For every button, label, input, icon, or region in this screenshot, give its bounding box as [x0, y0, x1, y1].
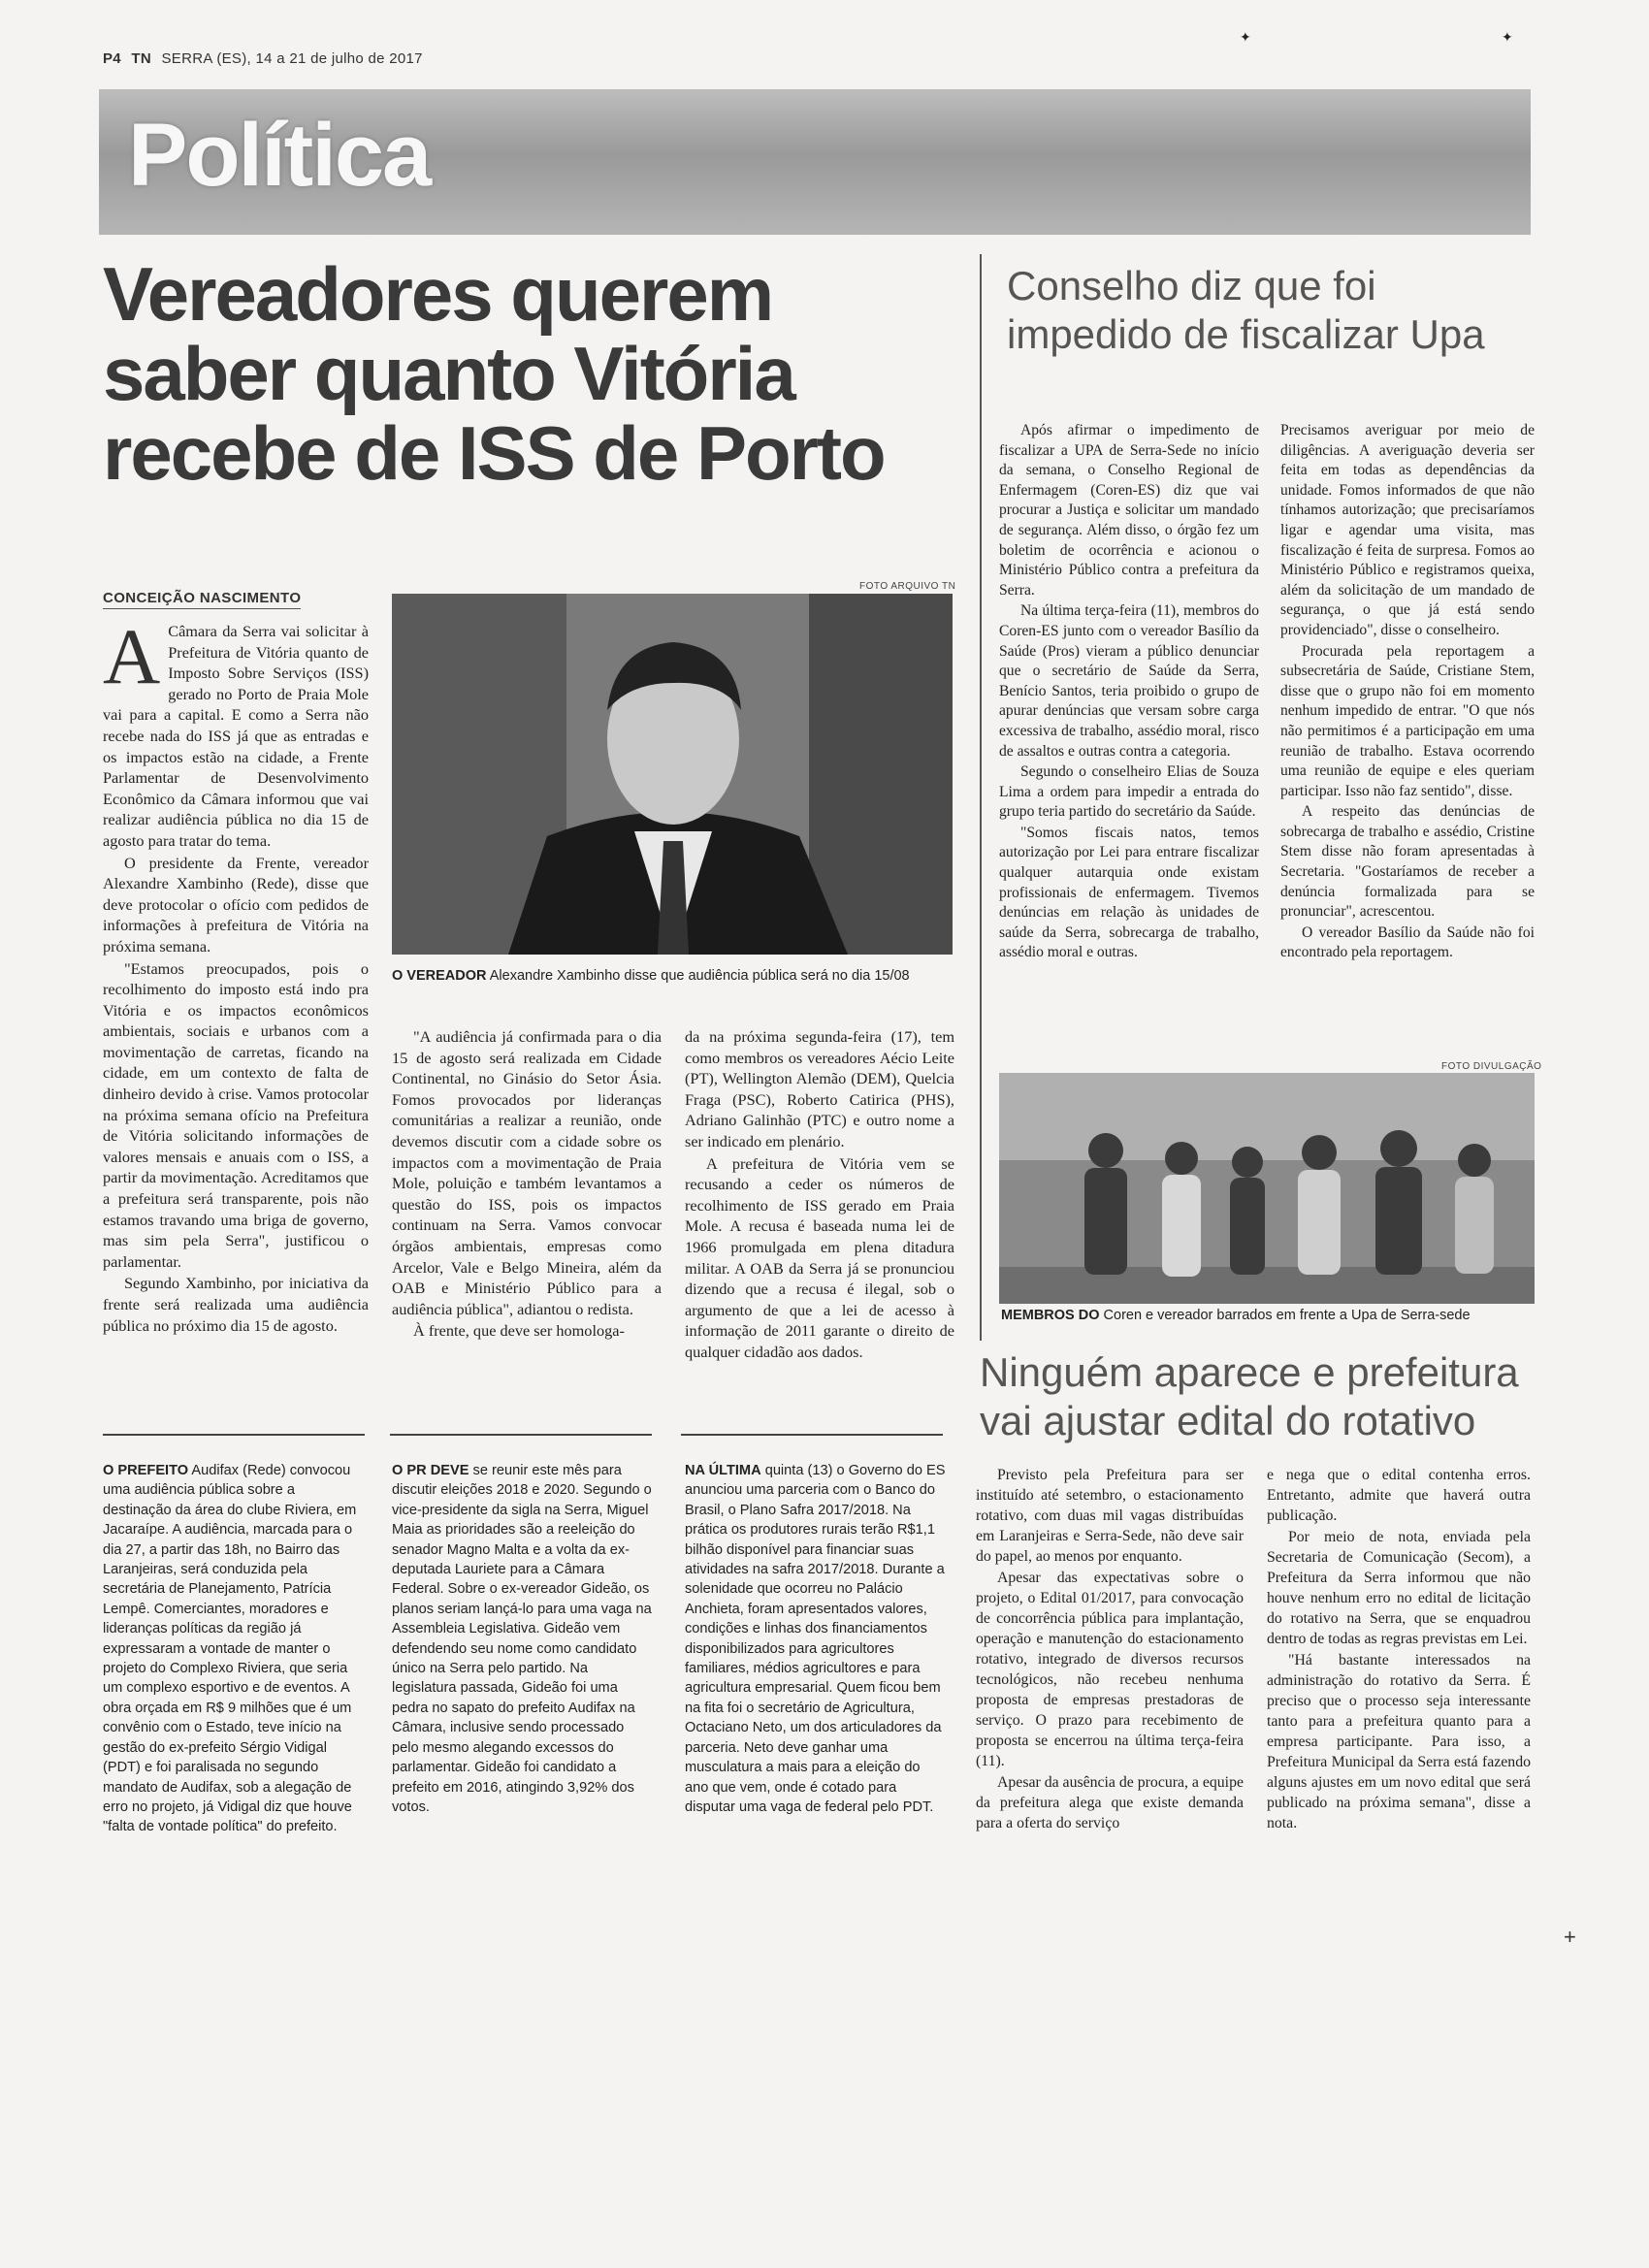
paragraph: Segundo Xambinho, por iniciativa da frente será realizada uma audiência pública no próximo dia 15 de agosto.: [103, 1274, 369, 1335]
portrait-illustration: [392, 594, 953, 955]
paragraph: A respeito das denúncias de sobrecarga de trabalho e assédio, Cristine Stem disse não foram apresentadas à Secretaria. "Gostaríamos de receber a denúncia formalizada para se pronunciar", acrescentou.: [1280, 803, 1535, 921]
paragraph: Após afirmar o impedimento de fiscalizar a UPA de Serra-Sede no início da semana, o Conselho Regional de Enfermagem (Coren-ES) diz que vai procurar a Justiça e solicitar um mandado de segurança. Além disso, o órgão fez um boletim de ocorrência e acionou o Ministério Público contra a prefeitura da Serra.: [999, 422, 1259, 599]
caption-lead: MEMBROS DO: [1001, 1308, 1100, 1323]
paragraph: Câmara da Serra vai solicitar à Prefeitura de Vitória quanto de Imposto Sobre Serviços (ISS) gerado no Porto de Praia Mole vai para a capital. E como a Serra não recebe nada do ISS já que as entradas e os impactos estão na cidade, a Frente Parlamentar de Desenvolvimento Econômico da Câmara informou que vai realizar audiência pública no dia 15 de agosto para tratar do tema.: [103, 622, 369, 850]
conselho-headline: Conselho diz que foi impedido de fiscalizar Upa: [1007, 263, 1485, 357]
photo-credit: FOTO ARQUIVO TN: [859, 581, 956, 592]
column-divider: [980, 254, 982, 1341]
note-prefeito: [103, 1461, 365, 1837]
note-text: quinta (13) o Governo do ES anunciou uma parceria com o Banco do Brasil, o Plano Safra 2017/2018. Na prática os produtores rurais terão R$1,1 bilhão disponível para financiar suas atividades na safra 2017/2018. Durante a solenidade que ocorreu no Palácio Anchieta, foram apresentados valores, condições e linhas dos financiamentos disponibilizados para agricultores familiares, médios agricultores e para agricultura empresarial. Quem ficou bem na fita foi o secretário de Agricultura, Octaciano Neto, um dos articuladores da parceria. Neto deve ganhar uma musculatura a mais para a eleição do ano que vem, onde é cotado para disputar uma vaga de federal pelo PDT.: [685, 1463, 946, 1815]
paragraph: O vereador Basílio da Saúde não foi encontrado pela reportagem.: [1280, 923, 1535, 961]
page-folio: [103, 50, 423, 67]
main-photo-caption: [392, 968, 974, 984]
note-pr: [392, 1461, 654, 1817]
paragraph: Precisamos averiguar por meio de diligências. A averiguação deveria ser feita em todas as dependências da unidade. Fomos informados de que não tínhamos autorização; que precisaríamos ligar e agendar uma visita, mas fiscalização é feita de surpresa. Fomos ao Ministério Público e registramos queixa, além da solicitação de um mandado de segurança, o que já está sendo providenciado", disse o conselheiro.: [1280, 422, 1535, 638]
paragraph: "Estamos preocupados, pois o recolhimento do imposto está indo pra Vitória e os impactos econômicos ambientais, sociais e urbanos com a movimentação de carretas, ficando na cidade, em um contexto de falta de dinheiro devido à crise. Vamos protocolar na próxima semana ofício na Prefeitura de Vitória solicitando informações de valores mensais e anuais com o ISS, a partir da movimentação. Acreditamos que a prefeitura será transparente, pois não estamos travando uma briga de governo, mas sim pela Serra", justificou o parlamentar.: [103, 958, 369, 1271]
paper-name: TN: [131, 50, 152, 67]
main-story-column-2: [392, 1026, 662, 1343]
paragraph: da na próxima segunda-feira (17), tem como membros os vereadores Aécio Leite (PT), Wellington Alemão (DEM), Quelcia Fraga (PSC), Roberto Catirica (PHS), Adriano Galinhão (PTC) e outro nome a ser indicado em plenário.: [685, 1027, 954, 1150]
paragraph: "Somos fiscais natos, temos autorização por Lei para entrare fiscalizar qualquer autarquia onde existam profissionais de enfermagem. Tivemos denúncias em relação às unidades de saúde da Serra, sobrecarga de trabalho, assédio moral e outras.: [999, 824, 1259, 961]
note-text: se reunir este mês para discutir eleições 2018 e 2020. Segundo o vice-presidente da sigla na Serra, Miguel Maia as prioridades são a reeleição do senador Magno Malta e a volta da ex-deputada Lauriete para a Câmara Federal. Sobre o ex-vereador Gideão, os planos seriam lançá-lo para uma vaga na Assembleia Legislativa. Gideão vem defendendo seu nome como candidato único na Serra pelo partido. Na legislatura passada, Gideão foi uma pedra no sapato do prefeito Audifax na Câmara, inclusive sendo processado pelo mesmo alegando excessos do parlamentar. Gideão foi candidato a prefeito em 2016, atingindo 3,92% dos votos.: [392, 1463, 652, 1815]
coren-group-photo: [999, 1073, 1535, 1304]
coren-photo-caption: [1001, 1308, 1544, 1323]
byline: CONCEIÇÃO NASCIMENTO: [103, 590, 301, 609]
conselho-column-1: [999, 421, 1259, 964]
councilman-photo: [392, 594, 953, 955]
paragraph: Procurada pela reportagem a subsecretária de Saúde, Cristiane Stem, disse que o grupo não foi em momento nenhum impedido de entrar. "O que nós não permitimos é a participação em uma reunião de trabalho. Estava ocorrendo uma reunião de equipe e eles queriam participar. Isso não faz sentido", disse.: [1280, 642, 1535, 799]
photo-credit: FOTO DIVULGAÇÃO: [1441, 1061, 1542, 1072]
registration-mark: ✦: [1240, 29, 1251, 45]
caption-text: Alexandre Xambinho disse que audiência pública será no dia 15/08: [489, 968, 910, 984]
notes-rule: [103, 1434, 365, 1436]
main-headline: Vereadores querem saber quanto Vitória recebe de ISS de Porto: [103, 251, 885, 496]
rotativo-column-1: [976, 1465, 1244, 1834]
drop-cap: A: [103, 612, 161, 700]
paragraph: A prefeitura de Vitória vem se recusando a ceder os números de recolhimento de ISS gerado em Praia Mole. A recusa é baseada numa lei de 1966 promulgada em plena ditadura militar. A OAB da Serra já se pronunciou dizendo que a recusa é ilegal, sob o argumento de que a lei de acesso à informação de 2011 garante o direito de qualquer cidadão aos dados.: [685, 1153, 954, 1361]
folio-date: 14 a 21 de julho de 2017: [255, 50, 423, 67]
caption-lead: O VEREADOR: [392, 968, 487, 984]
paragraph: À frente, que deve ser homologa-: [413, 1321, 625, 1341]
section-title: Política: [128, 106, 431, 205]
conselho-column-2: [1280, 421, 1535, 964]
main-story-column-1: [103, 612, 369, 1337]
registration-mark: +: [1564, 1925, 1576, 1949]
folio-place: SERRA (ES),: [161, 50, 251, 67]
paragraph: Por meio de nota, enviada pela Secretaria de Comunicação (Secom), a Prefeitura da Serra informou que não houve nenhum erro no edital de licitação do rotativo na Serra, que se enquadrou dentro de todas as regras previstas em Lei.: [1267, 1529, 1531, 1647]
paragraph: e nega que o edital contenha erros. Entretanto, admite que haverá outra publicação.: [1267, 1467, 1531, 1524]
rotativo-headline: Ninguém aparece e prefeitura vai ajustar edital do rotativo: [980, 1349, 1519, 1443]
page-number: P4: [103, 50, 121, 67]
note-lead: O PR DEVE: [392, 1463, 469, 1478]
caption-text: Coren e vereador barrados em frente a Upa de Serra-sede: [1103, 1308, 1471, 1323]
note-lead: O PREFEITO: [103, 1463, 189, 1478]
paragraph: O presidente da Frente, vereador Alexandre Xambinho (Rede), disse que deve protocolar o ofício com pedidos de informações à prefeitura de Vitória na próxima semana.: [103, 853, 369, 956]
group-illustration: [999, 1073, 1535, 1304]
registration-mark: ✦: [1502, 29, 1513, 45]
paragraph: Previsto pela Prefeitura para ser instituído até setembro, o estacionamento rotativo, com duas mil vagas distribuídas em Laranjeiras e Serra-Sede, não deve sair do papel, ao menos por enquanto.: [976, 1467, 1244, 1565]
paragraph: Na última terça-feira (11), membros do Coren-ES junto com o vereador Basílio da Saúde (Pros) vieram a público denunciar que o secretário de Saúde da Serra, Benício Santos, teria proibido o grupo de apurar denúncias que versam sobre carga excessiva de trabalho, assédio moral, risco de assaltos e outras contra a categoria.: [999, 602, 1259, 760]
notes-rule: [390, 1434, 652, 1436]
rotativo-column-2: [1267, 1465, 1531, 1834]
paragraph: Apesar das expectativas sobre o projeto, o Edital 01/2017, para convocação de concorrência pública para implantação, operação e manutenção do estacionamento rotativo, integrado de diversos recursos tecnológicos, não recebeu nenhuma proposta de empresas prestadoras de serviço. O prazo para recebimento de proposta se encerrou na última terça-feira (11).: [976, 1570, 1244, 1769]
paragraph: Apesar da ausência de procura, a equipe da prefeitura alega que existe demanda para a oferta do serviço: [976, 1774, 1244, 1831]
paragraph: "Há bastante interessados na administração do rotativo da Serra. É preciso que o processo seja interessante tanto para a prefeitura quanto para a empresa participante. Para isso, a Prefeitura Municipal da Serra está fazendo alguns ajustes em um novo edital que será publicado na próxima semana", disse a nota.: [1267, 1652, 1531, 1831]
note-ultima: [685, 1461, 947, 1817]
note-lead: NA ÚLTIMA: [685, 1463, 761, 1478]
notes-rule: [681, 1434, 943, 1436]
note-text: Audifax (Rede) convocou uma audiência pública sobre a destinação da área do clube Riviera, em Jacaraípe. A audiência, marcada para o dia 27, a partir das 18h, no Bairro das Laranjeiras, será conduzida pela secretária de Planejamento, Patrícia Lempê. Comerciantes, moradores e lideranças políticas da região já expressaram a vontade de manter o projeto do Complexo Riviera, que seria um complexo esportivo e de eventos. A obra orçada em R$ 9 milhões que é um convênio com o Estado, teve início na gestão do ex-prefeito Sérgio Vidigal (PDT) e foi paralisada no segundo mandato de Audifax, sob a alegação de erro no projeto, já Vidigal diz que houve "falta de vontade política" do prefeito.: [103, 1463, 357, 1835]
paragraph: "A audiência já confirmada para o dia 15 de agosto será realizada em Cidade Continental, no Ginásio do Setor Ásia. Fomos provocados por lideranças comunitárias a realizar a reunião, onde devemos discutir com a cidade sobre os impactos com a movimentação de Praia Mole, poluição e também levantamos a questão do ISS, pois os impactos continuam na Serra. Vamos convocar órgãos ambientais, empresas como Arcelor, Vale e Belgo Mineira, além da OAB e Ministério Público para a audiência pública", adiantou o redista.: [392, 1027, 662, 1318]
main-story-column-3: [685, 1026, 954, 1364]
paragraph: Segundo o conselheiro Elias de Souza Lima a ordem para impedir a entrada do grupo teria partido do secretário da Saúde.: [999, 763, 1259, 821]
